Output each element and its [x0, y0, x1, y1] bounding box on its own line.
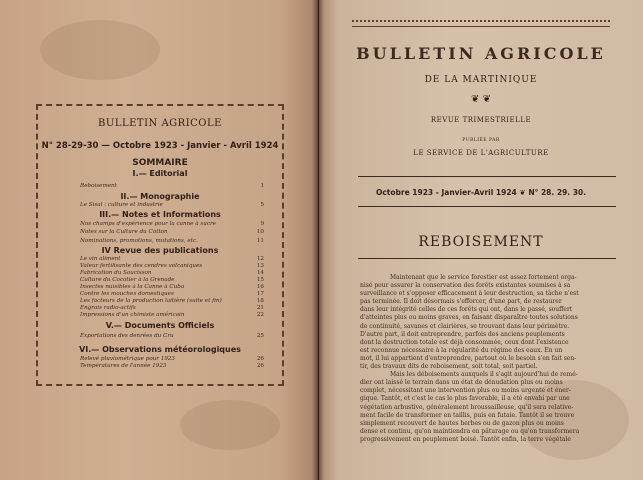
divider-line — [358, 176, 616, 177]
toc-entry-title: Nominations, promotions, mutations, etc. — [80, 238, 198, 244]
toc-entry — [80, 263, 264, 269]
toc-entry-page: 14 — [256, 270, 264, 276]
toc-entry-title: Nos champs d'expérience pour la canne à sucre — [80, 221, 216, 227]
toc-entry-title: Reboisement — [80, 183, 117, 189]
toc-entry — [80, 333, 264, 339]
toc-entry-title: Températures de l'année 1923 — [80, 363, 167, 369]
body-line: simplement recouvert de hautes herbes ou de gazon plus ou moins — [360, 419, 564, 427]
sommaire-heading: SOMMAIRE — [132, 158, 188, 168]
toc-entry-page: 16 — [256, 284, 264, 290]
body-line: mot, il lui appartient d'entreprendre, partout où le besoin s'en fait sen- — [360, 354, 577, 362]
toc-entry-title: Exportations des denrées du Cru — [80, 333, 174, 339]
toc-entry — [80, 284, 264, 290]
toc-entry — [80, 229, 264, 235]
toc-entry-title: Le vin aliment — [80, 256, 121, 262]
body-line: Mais les déboisements auxquels il s'agit aujourd'hui de remé- — [390, 371, 578, 379]
toc-entry-title: Valeur fertilisante des cendres volcaniques — [80, 263, 203, 269]
body-line: Maintenant que le service forestier est assez fortement orga- — [390, 274, 577, 281]
toc-entry-page: 25 — [256, 333, 264, 339]
toc-entry-page: 26 — [256, 363, 264, 369]
toc-entry — [80, 183, 264, 189]
paper-stain — [180, 400, 280, 450]
toc-entry-title: Fabrication du Saucisson — [80, 270, 152, 276]
toc-entry — [80, 202, 264, 208]
toc-entry — [80, 277, 264, 283]
body-line: nisé pour assurer la conservation des forêts existantes soumises à sa — [360, 282, 571, 290]
divider-line — [358, 258, 616, 259]
journal-subtitle: DE LA MARTINIQUE — [424, 75, 538, 85]
toc-section-heading: III.— Notes et Informations — [99, 210, 221, 219]
toc-section-heading: V.— Documents Officiels — [105, 321, 215, 330]
toc-entry-page: 10 — [256, 229, 264, 235]
journal-title: BULLETIN AGRICOLE — [356, 44, 606, 63]
toc-entry — [80, 356, 264, 362]
toc-section-heading: II.— Monographie — [120, 192, 200, 201]
body-line: pas terminée. Il doit désormais s'efforcer, d'une part, de restaurer — [360, 298, 562, 306]
body-line: progressivement en peuplement boisé. Tantôt enfin, la terre végétale — [360, 435, 571, 443]
toc-entry-page: 18 — [256, 298, 264, 304]
toc-entry-page: 5 — [260, 202, 264, 208]
issue-dates: Octobre 1923 - Janvier-Avril 1924 — [375, 188, 517, 197]
toc-entry-title: Insectes nuisibles à la Canne à Cuba — [80, 284, 185, 290]
body-line: végétation arbustive, généralement broussailleuse, qu'il sera relative- — [360, 403, 574, 411]
toc-entry-page: 12 — [256, 256, 264, 262]
toc-entry-title: Le Sisal : culture et industrie — [80, 202, 163, 208]
toc-entry — [80, 270, 264, 276]
revue-label: REVUE TRIMESTRIELLE — [430, 116, 532, 124]
header-rule — [352, 20, 610, 27]
body-line: surveillance et s'opposer efficacement à leur destruction, sa tâche n'est — [360, 290, 579, 298]
toc-section-heading: IV Revue des publications — [101, 246, 219, 255]
toc-entry — [80, 221, 264, 227]
body-line: dense et continu, qu'on maintiendra en pâturage ou qu'on transformera — [360, 427, 580, 435]
issue-line — [319, 188, 643, 197]
toc-entry-page: 11 — [256, 238, 264, 244]
toc-entry — [80, 298, 264, 304]
body-line: dont la destruction totale est déjà consommée, ceux dont l'existence — [360, 338, 569, 346]
body-line: complet, nécessitant une intervention plus ou moins urgente et éner- — [360, 387, 571, 395]
body-line: dier ont laissé le terrain dans un état de dénudation plus ou moins — [360, 379, 563, 387]
toc-entry — [80, 305, 264, 311]
article-body — [360, 274, 618, 444]
paper-stain — [40, 20, 160, 80]
divider-line — [358, 206, 616, 207]
toc-entry-page: 22 — [256, 312, 264, 318]
toc-entry-title: Relevé pluviométrique pour 1923 — [80, 356, 175, 362]
body-line: ment facile de transformer en taillis, puis en futaie. Tantôt il se trouve — [360, 411, 575, 419]
toc-issue-line: N° 28-29-30 — Octobre 1923 - Janvier - Avril 1924 — [41, 141, 279, 151]
toc-entry-title: Les facteurs de la production laitière (suite et fin) — [80, 298, 222, 304]
issue-number: N° 28. 29. 30. — [528, 188, 587, 197]
toc-entry — [80, 363, 264, 369]
body-line: D'autre part, il doit entreprendre, parfois des anciens peuplements — [360, 330, 565, 338]
toc-entry — [80, 312, 264, 318]
body-line: d'atteintes plus ou moins graves, en faisant disparaître toutes solutions — [360, 314, 578, 322]
article-title: REBOISEMENT — [418, 234, 544, 250]
body-line: est reconnue nécessaire à la régularité du régime des eaux. En un — [360, 346, 563, 354]
service-label: LE SERVICE DE L'AGRICULTURE — [413, 149, 549, 157]
toc-entry-page: 26 — [256, 356, 264, 362]
toc-entry-page: 9 — [260, 221, 264, 227]
toc-entry-page: 1 — [260, 183, 264, 189]
body-line: dans leur intégrité celles de ces forêts qui ont, dans le passé, souffert — [360, 306, 573, 314]
body-line: gique. Tantôt, et c'est le cas le plus favorable, il a été envahi par une — [360, 395, 570, 403]
issue-ornament: ❦ — [519, 188, 526, 197]
toc-entry — [80, 256, 264, 262]
toc-entry — [80, 238, 264, 244]
toc-entry-title: Contre les mouches domestiques — [80, 291, 174, 297]
publiee-par-label: PUBLIÉE PAR — [462, 138, 500, 143]
toc-entry-title: Impressions d'un chimiste américain — [80, 312, 185, 318]
fleuron-ornament: ❦ ❦ — [471, 94, 491, 105]
body-line: de continuité, savanes et clairières, se trouvant dans leur périmètre. — [360, 322, 570, 330]
toc-entry-page: 21 — [256, 305, 264, 311]
toc-entry-title: Notes sur la Culture du Cotton — [80, 229, 168, 235]
toc-entry-title: Culture du Cocotier à la Grenade — [80, 277, 175, 283]
body-line: tir, des travaux dits de reboisement, soit total, soit partiel. — [360, 363, 538, 371]
toc-section-heading: VI.— Observations météorologiques — [79, 345, 241, 354]
toc-entry-page: 13 — [256, 263, 264, 269]
toc-entry-page: 17 — [256, 291, 264, 297]
toc-section-heading: I.— Editorial — [132, 169, 188, 178]
toc-entry — [80, 291, 264, 297]
toc-entry-title: Engrais radio-actifs — [80, 305, 136, 311]
toc-box-title: BULLETIN AGRICOLE — [98, 118, 222, 129]
toc-entry-page: 15 — [256, 277, 264, 283]
